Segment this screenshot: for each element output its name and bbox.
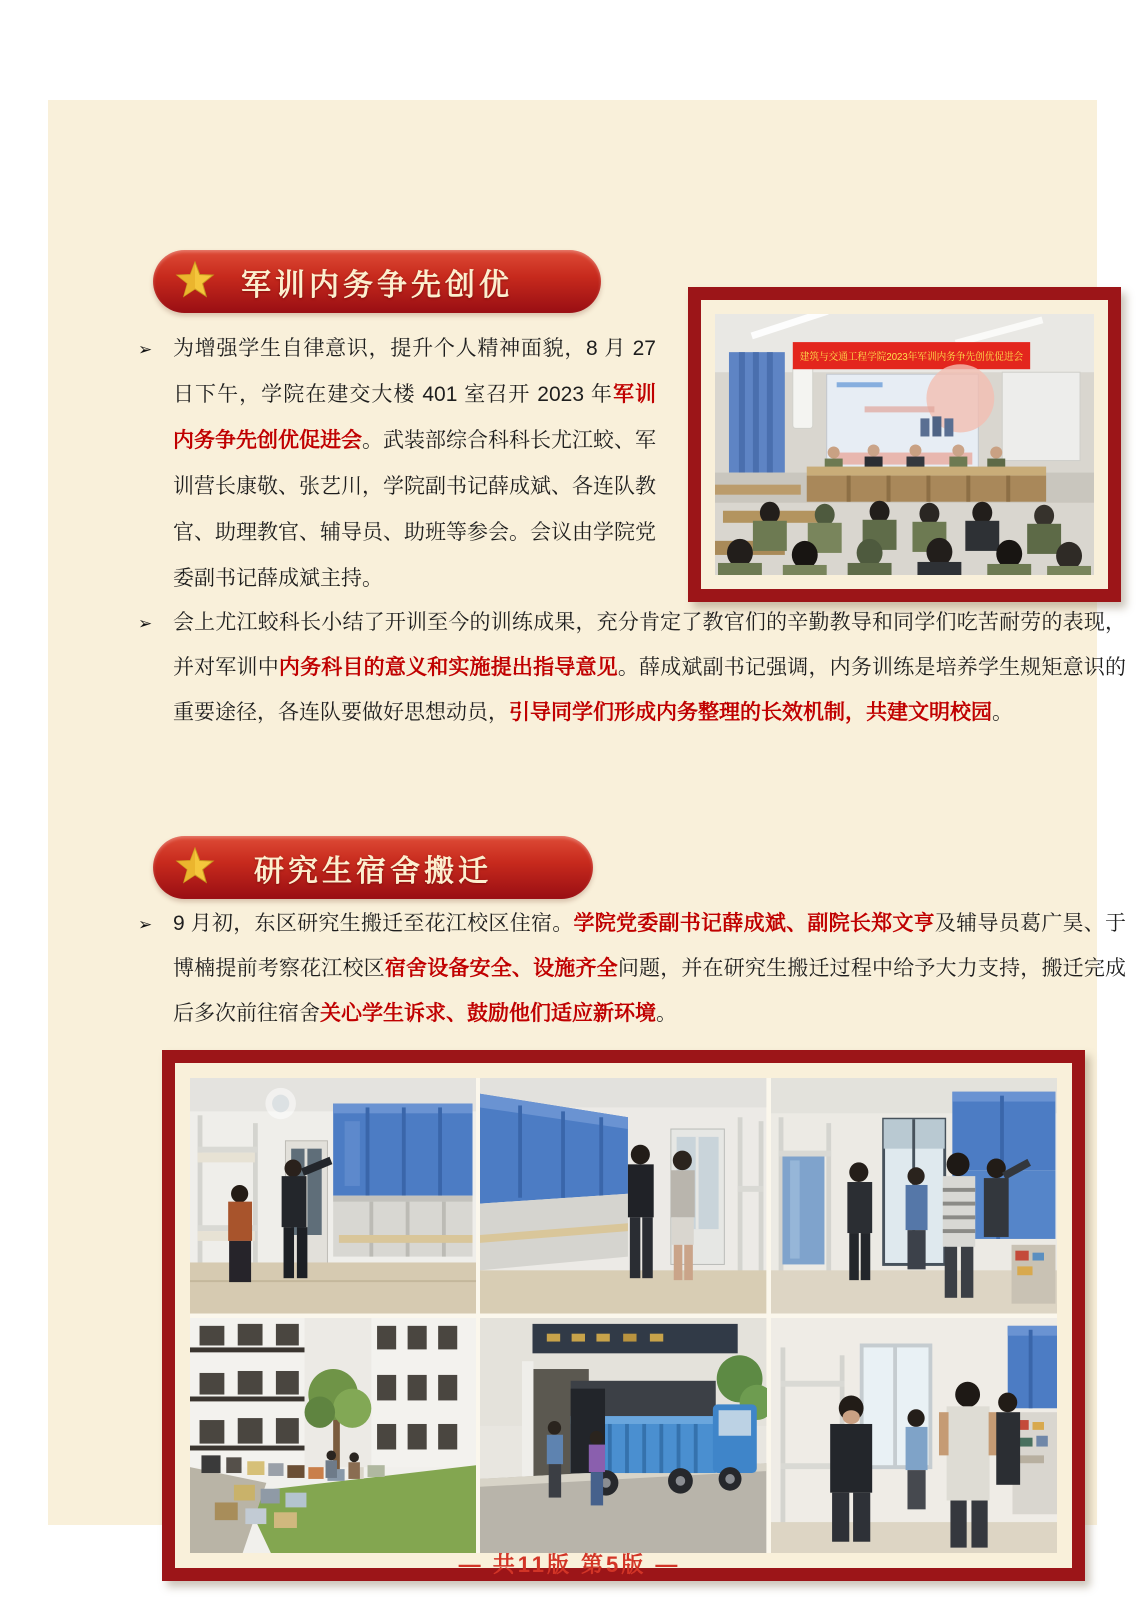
photo-grid	[190, 1078, 1057, 1553]
paragraph-dorm-relocation	[136, 901, 1126, 1036]
photo-moving-truck	[480, 1318, 766, 1554]
photo-courtyard-luggage	[190, 1318, 476, 1554]
highlight-segment: 内务科目的意义和实施提出指导意见	[278, 656, 618, 679]
dorm-photo-1	[190, 1078, 476, 1314]
highlight-segment: 军训内务争先创优促进会	[173, 383, 656, 452]
photo-dorm-inspection-2	[480, 1078, 766, 1314]
page-footer: — 共11版 第5版 —	[458, 1552, 681, 1577]
photo-dorm-visit	[771, 1318, 1057, 1554]
meeting-photo-frame	[688, 287, 1121, 602]
photo-dorm-inspection-1	[190, 1078, 476, 1314]
text-segment: 为增强学生自律意识，提升个人精神面貌，8 月 27 日下午，学院在建交大楼 401 室召开 2023 年	[173, 337, 656, 406]
paragraph-meeting-summary	[136, 600, 1126, 735]
highlight-segment: 关心学生诉求、鼓励他们适应新环境	[320, 1002, 656, 1025]
text-segment: 9 月初，东区研究生搬迁至花江校区住宿。	[173, 912, 574, 935]
text-segment: 及辅导员葛广昊、于博楠提前考察花江校区	[173, 912, 1127, 980]
text-segment: 。	[992, 701, 1013, 724]
highlight-segment: 学院党委副书记薛成斌、副院长郑文亨	[573, 912, 935, 935]
arrow-bullet-icon: ➢	[138, 915, 153, 934]
star-icon	[175, 847, 215, 887]
arrow-bullet-icon: ➢	[138, 340, 153, 359]
highlight-segment: 宿舍设备安全、设施齐全	[384, 957, 618, 980]
section-title: 研究生宿舍搬迁	[254, 854, 492, 888]
arrow-bullet-icon: ➢	[138, 614, 153, 633]
text-segment: 问题，并在研究生搬迁过程中给予大力支持，搬迁完成后多次前往宿舍	[173, 957, 1127, 1025]
dorm-photo-3	[771, 1078, 1057, 1314]
star-icon	[175, 261, 215, 301]
highlight-segment: 引导同学们形成内务整理的长效机制，共建文明校园	[509, 701, 992, 724]
paragraph-military-meeting	[136, 326, 656, 602]
text-segment: 。武装部综合科科长尤江蛟、军训营长康敬、张艺川，学院副书记薛成斌、各连队教官、助理教官、辅导员、助班等参会。会议由学院党委副书记薛成斌主持。	[173, 429, 656, 590]
section-banner-dorm-relocation	[153, 836, 593, 899]
section-title: 军训内务争先创优	[241, 268, 513, 302]
dorm-photo-collage-frame	[162, 1050, 1085, 1581]
text-segment: 。	[656, 1002, 677, 1025]
meeting-photo	[715, 314, 1094, 575]
courtyard-photo	[190, 1318, 476, 1554]
content-panel	[48, 100, 1127, 1525]
dorm-visit-photo	[771, 1318, 1057, 1554]
section-banner-military-training	[153, 250, 601, 313]
photo-dorm-inspection-3	[771, 1078, 1057, 1314]
truck-photo	[480, 1318, 766, 1554]
text-segment: 会上尤江蛟科长小结了开训至今的训练成果，充分肯定了教官们的辛勤教导和同学们吃苦耐劳的表现，并对军训中	[173, 611, 1126, 679]
meeting-banner-text: 建筑与交通工程学院2023年军训内务争先创优促进会	[799, 352, 1032, 364]
text-segment: 。薛成斌副书记强调，内务训练是培养学生规矩意识的重要途径，各连队要做好思想动员，	[173, 656, 1127, 724]
dorm-photo-2	[480, 1078, 766, 1314]
